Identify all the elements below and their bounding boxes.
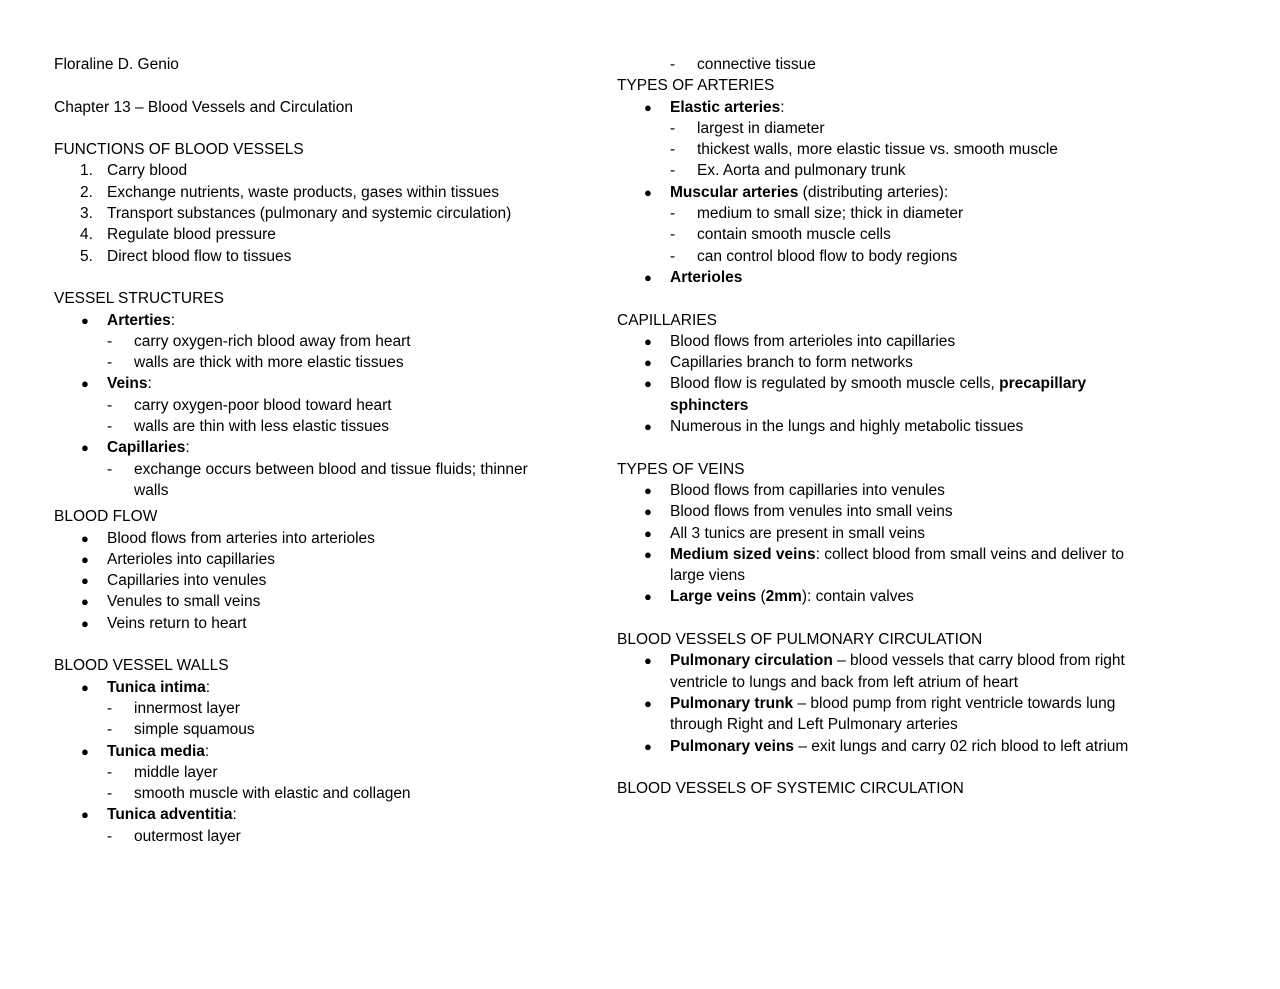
list-item: - largest in diameter <box>617 118 1157 139</box>
list-item: - walls are thick with more elastic tissues <box>54 352 594 373</box>
list-item: 3. Transport substances (pulmonary and systemic circulation) <box>80 205 512 223</box>
list-item: ● Venules to small veins <box>54 591 594 612</box>
list-item: ● Capillaries branch to form networks <box>617 352 1157 373</box>
list-item: ● Blood flows from arterioles into capillaries <box>617 331 1157 352</box>
list-item: - medium to small size; thick in diameter <box>617 203 1157 224</box>
list-item: - contain smooth muscle cells <box>617 224 1157 245</box>
connective-list <box>617 54 1157 75</box>
list-item: ● Capillaries: <box>54 437 594 458</box>
list-item: 4. Regulate blood pressure <box>80 226 276 244</box>
list-item: ● Tunica adventitia: <box>54 804 594 825</box>
blood-flow-list <box>54 528 594 634</box>
list-item: ● Large veins (2mm): contain valves <box>617 586 1157 607</box>
vessel-walls-heading: BLOOD VESSEL WALLS <box>54 657 229 675</box>
list-item: - simple squamous <box>54 719 594 740</box>
types-of-veins-heading: TYPES OF VEINS <box>617 460 745 478</box>
list-item: ● Arterioles into capillaries <box>54 549 594 570</box>
list-item: ● Veins: <box>54 373 594 394</box>
list-item: - carry oxygen-poor blood toward heart <box>54 395 594 416</box>
list-item: - middle layer <box>54 762 594 783</box>
list-item: - thickest walls, more elastic tissue vs. smooth muscle <box>617 139 1157 160</box>
vessel-structures-heading: VESSEL STRUCTURES <box>54 290 224 308</box>
list-item: - smooth muscle with elastic and collagen <box>54 783 594 804</box>
list-item: ● All 3 tunics are present in small veins <box>617 523 1157 544</box>
list-item: ● Blood flow is regulated by smooth muscle cells, precapillary sphincters <box>617 373 1157 416</box>
vessel-walls-list <box>54 677 594 847</box>
left-column <box>54 54 594 847</box>
types-of-veins-list <box>617 480 1157 608</box>
capillaries-heading: CAPILLARIES <box>617 311 717 329</box>
list-item: ● Blood flows from capillaries into venules <box>617 480 1157 501</box>
list-item: ● Veins return to heart <box>54 613 594 634</box>
list-item: ● Tunica intima: <box>54 677 594 698</box>
list-item: ● Blood flows from arteries into arterioles <box>54 528 594 549</box>
author-name: Floraline D. Genio <box>54 56 179 73</box>
list-item: - connective tissue <box>617 54 1157 75</box>
list-item: - carry oxygen-rich blood away from heart <box>54 331 594 352</box>
list-item: 5. Direct blood flow to tissues <box>80 247 292 265</box>
pulmonary-heading: BLOOD VESSELS OF PULMONARY CIRCULATION <box>617 631 983 649</box>
list-item: ● Numerous in the lungs and highly metabolic tissues <box>617 416 1157 437</box>
functions-heading: FUNCTIONS OF BLOOD VESSELS <box>54 141 304 159</box>
vessel-structures-list <box>54 310 594 502</box>
list-item: ● Muscular arteries (distributing arteries): <box>617 182 1157 203</box>
list-item: ● Tunica media: <box>54 741 594 762</box>
types-of-arteries-list <box>617 97 1157 289</box>
list-item: ● Pulmonary circulation – blood vessels that carry blood from right ventricle to lungs and back from left atrium of heart <box>617 650 1157 693</box>
right-column <box>617 54 1157 799</box>
list-item: ● Elastic arteries: <box>617 97 1157 118</box>
list-item: - Ex. Aorta and pulmonary trunk <box>617 160 1157 181</box>
list-item: ● Medium sized veins: collect blood from small veins and deliver to large viens <box>617 544 1157 587</box>
list-item: ● Arterties: <box>54 310 594 331</box>
list-item: 1. Carry blood <box>80 162 188 180</box>
list-item: - innermost layer <box>54 698 594 719</box>
functions-list <box>54 160 594 266</box>
list-item: - walls are thin with less elastic tissues <box>54 416 594 437</box>
pulmonary-list <box>617 650 1157 756</box>
list-item: 2. Exchange nutrients, waste products, gases within tissues <box>80 183 500 201</box>
systemic-heading: BLOOD VESSELS OF SYSTEMIC CIRCULATION <box>617 780 964 798</box>
chapter-title: Chapter 13 – Blood Vessels and Circulation <box>54 98 353 116</box>
list-item: - outermost layer <box>54 826 594 847</box>
list-item: ● Pulmonary trunk – blood pump from right ventricle towards lung through Right and Left Pulmonary arteries <box>617 693 1157 736</box>
blood-flow-heading: BLOOD FLOW <box>54 508 158 526</box>
capillaries-list <box>617 331 1157 437</box>
list-item: - can control blood flow to body regions <box>617 246 1157 267</box>
list-item: ● Arterioles <box>617 267 1157 288</box>
list-item: ● Blood flows from venules into small veins <box>617 501 1157 522</box>
list-item: ● Capillaries into venules <box>54 570 594 591</box>
types-of-arteries-heading: TYPES OF ARTERIES <box>617 77 775 95</box>
list-item: - exchange occurs between blood and tissue fluids; thinner walls <box>54 459 594 502</box>
list-item: ● Pulmonary veins – exit lungs and carry 02 rich blood to left atrium <box>617 736 1157 757</box>
